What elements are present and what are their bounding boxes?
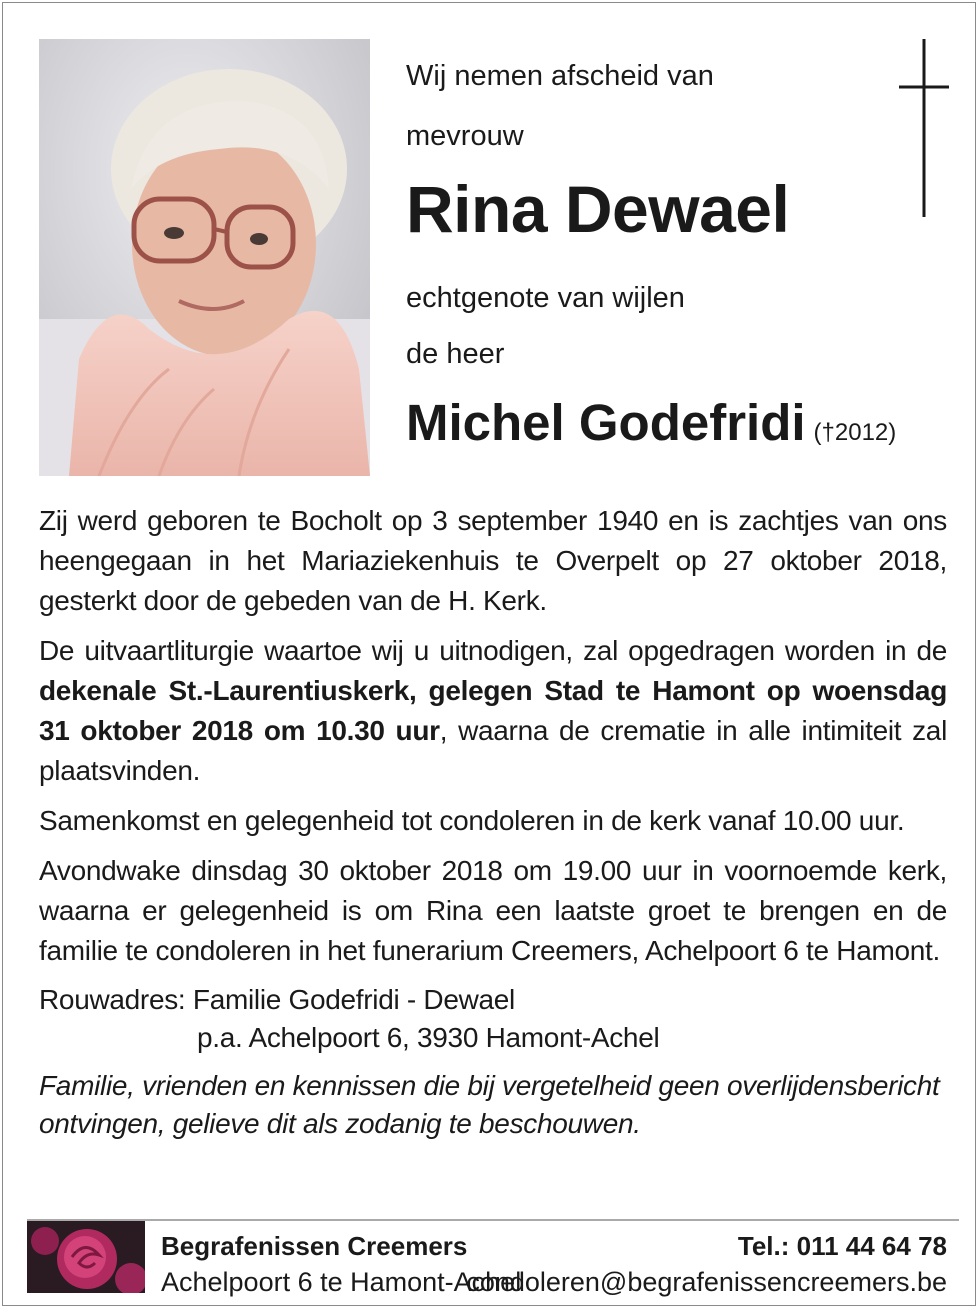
- funeral-text-b: , waarna de crematie in alle intimiteit zal plaatsvinden.: [39, 715, 947, 786]
- relation-line-2: de heer: [406, 338, 505, 370]
- company-phone: Tel.: 011 44 64 78: [737, 1231, 947, 1261]
- deceased-name: Rina Dewael: [406, 172, 790, 246]
- mourning-address: [39, 981, 947, 1057]
- intro-line-2: mevrouw: [406, 120, 524, 152]
- portrait-illustration: [39, 39, 370, 476]
- birth-paragraph: Zij werd geboren te Bocholt op 3 september 1940 en is zachtjes van ons heengegaan in het Mariaziekenhuis te Overpelt op 27 oktober 2018, gesterkt door de gebeden van de H. Kerk.: [39, 505, 947, 616]
- relation-line-1: echtgenote van wijlen: [406, 282, 685, 314]
- notice-note: Familie, vrienden en kennissen die bij vergetelheid geen overlijdensbericht ontvingen, gelieve dit als zodanig te beschouwen.: [39, 1070, 940, 1139]
- obituary-card: [2, 2, 976, 1306]
- company-name: Begrafenissen Creemers: [161, 1231, 468, 1261]
- funeral-location-date: dekenale St.-Laurentiuskerk, gelegen Stad te Hamont op woensdag 31 oktober 2018 om 10.30 uur: [39, 675, 947, 746]
- spouse-name: Michel Godefridi: [406, 394, 806, 451]
- intro-line-1: Wij nemen afscheid van: [406, 60, 714, 92]
- vigil-paragraph: Avondwake dinsdag 30 oktober 2018 om 19.00 uur in voornoemde kerk, waarna er gelegenheid is om Rina een laatste groet te brengen en de familie te condoleren in het funerarium Creemers, Achelpoort 6 te Hamont.: [39, 855, 947, 966]
- company-email[interactable]: condoleren@begrafenissencreemers.be: [466, 1267, 947, 1297]
- footer-divider: [27, 1219, 959, 1221]
- address-line-2: p.a. Achelpoort 6, 3930 Hamont-Achel: [197, 1022, 660, 1053]
- funeral-text-a: De uitvaartliturgie waartoe wij u uitnodigen, zal opgedragen worden in de: [39, 635, 947, 666]
- portrait-photo: [39, 39, 370, 476]
- cross-icon: [899, 39, 949, 217]
- company-address: Achelpoort 6 te Hamont-Achel: [161, 1267, 522, 1297]
- rose-icon: [27, 1221, 145, 1293]
- spouse-death-year: (†2012): [813, 419, 897, 446]
- gathering-paragraph: Samenkomst en gelegenheid tot condoleren in de kerk vanaf 10.00 uur.: [39, 805, 905, 836]
- spouse-line: [406, 393, 896, 452]
- rose-logo: [27, 1221, 145, 1293]
- address-line-1: Rouwadres: Familie Godefridi - Dewael: [39, 984, 515, 1015]
- funeral-paragraph: [39, 631, 947, 791]
- body-text: [39, 501, 947, 1153]
